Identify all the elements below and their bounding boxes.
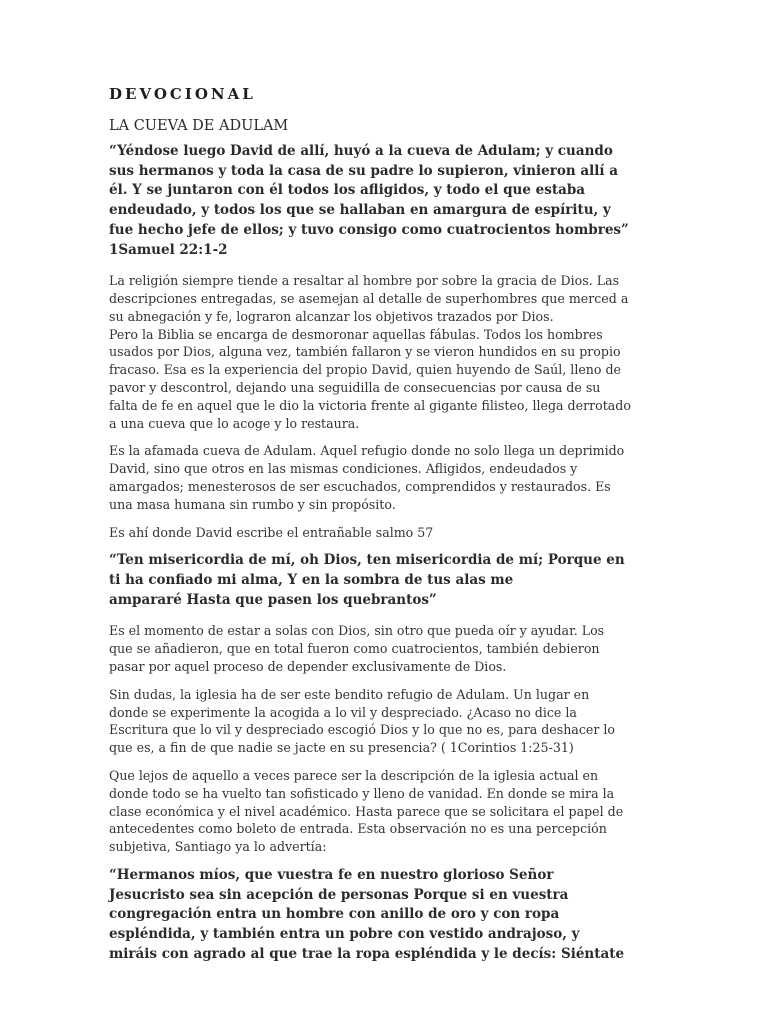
quote-line: él. Y se juntaron con él todos los afligidos, y todo el que estaba xyxy=(109,182,586,199)
text-line: David, sino que otros en las mismas condiciones. Afligidos, endeudados y xyxy=(109,461,578,477)
quote-line: fue hecho jefe de ellos; y tuvo consigo como cuatrocientos hombres” xyxy=(109,221,629,238)
quote-line: sus hermanos y toda la casa de su padre lo supieron, vinieron allí a xyxy=(109,162,618,179)
text-line: usados por Dios, alguna vez, también fallaron y se vieron hundidos en su propio xyxy=(109,344,621,360)
text-line: Es ahí donde David escribe el entrañable salmo 57 xyxy=(109,524,434,540)
quote-line: “Hermanos míos, que vuestra fe en nuestro glorioso Señor xyxy=(109,867,554,884)
quote-line: endeudado, y todos los que se hallaban en amargura de espíritu, y xyxy=(109,202,611,219)
paragraph-church-refuge xyxy=(109,686,659,757)
text-line: fracaso. Esa es la experiencia del propio David, quien huyendo de Saúl, lleno de xyxy=(109,362,622,378)
text-line: falta de fe en aquel que le dio la victoria frente al gigante filisteo, llega derrotado xyxy=(109,397,631,413)
paragraph-church-today xyxy=(109,767,659,856)
text-line: Sin dudas, la iglesia ha de ser este bendito refugio de Adulam. Un lugar en xyxy=(109,686,590,702)
text-line: donde se experimente la acogida a lo vil y despreciado. ¿Acaso no dice la xyxy=(109,704,577,720)
quote-line: “Ten misericordia de mí, oh Dios, ten misericordia de mí; Porque en xyxy=(109,552,625,569)
quote-line: “Yéndose luego David de allí, huyó a la cueva de Adulam; y cuando xyxy=(109,143,613,159)
text-line: que se añadieron, que en total fueron como cuatrocientos, también debieron xyxy=(109,641,600,657)
paragraph-religion xyxy=(109,272,659,432)
text-line: subjetiva, Santiago ya lo advertía: xyxy=(109,839,327,855)
document-page xyxy=(109,82,659,977)
text-line: descripciones entregadas, se asemejan al detalle de superhombres que merced a xyxy=(109,291,629,307)
text-line: Es la afamada cueva de Adulam. Aquel refugio donde no solo llega un deprimido xyxy=(109,443,625,459)
quote-reference: 1Samuel 22:1-2 xyxy=(109,241,228,258)
quote-line: espléndida, y también entra un pobre con vestido andrajoso, y xyxy=(109,926,580,943)
text-line: clase económica y el nivel académico. Hasta parece que se solicitara el papel de xyxy=(109,803,624,819)
text-line: pavor y descontrol, dejando una seguidilla de consecuencias por causa de su xyxy=(109,380,601,395)
quote-line: Jesucristo sea sin acepción de personas Porque si en vuestra xyxy=(109,886,569,903)
text-line: donde todo se ha vuelto tan sofisticado y lleno de vanidad. En donde se mira la xyxy=(109,785,615,801)
text-line: Que lejos de aquello a veces parece ser la descripción de la iglesia actual en xyxy=(109,768,599,784)
text-line: amargados; menesterosos de ser escuchados, comprendidos y restaurados. Es xyxy=(109,478,611,494)
text-line: La religión siempre tiende a resaltar al hombre por sobre la gracia de Dios. Las xyxy=(109,273,620,289)
text-line: Escritura que lo vil y despreciado escogió Dios y lo que no es, para deshacer lo xyxy=(109,722,615,738)
quote-line: miráis con agrado al que trae la ropa espléndida y le decís: Siéntate xyxy=(109,945,625,962)
quote-line: ampararé Hasta que pasen los quebrantos” xyxy=(109,591,437,608)
scripture-quote-psalm xyxy=(109,551,659,610)
text-line: a una cueva que lo acoge y lo restaura. xyxy=(109,415,360,431)
text-line: una masa humana sin rumbo y sin propósito. xyxy=(109,496,396,512)
text-line: Pero la Biblia se encarga de desmoronar aquellas fábulas. Todos los hombres xyxy=(109,326,603,342)
text-line: que es, a fin de que nadie se jacte en su presencia? ( 1Corintios 1:25-31) xyxy=(109,740,574,756)
scripture-quote-samuel xyxy=(109,142,659,260)
quote-line: ti ha confiado mi alma, Y en la sombra de tus alas me xyxy=(109,572,514,589)
section-heading: DEVOCIONAL xyxy=(109,85,256,103)
paragraph-cave xyxy=(109,442,659,513)
paragraph-alone-with-god xyxy=(109,622,659,675)
devotional-title: LA CUEVA DE ADULAM xyxy=(109,118,289,134)
text-line: antecedentes como boleto de entrada. Esta observación no es una percepción xyxy=(109,821,607,837)
text-line: Es el momento de estar a solas con Dios, sin otro que pueda oír y ayudar. Los xyxy=(109,623,605,639)
text-line: su abnegación y fe, lograron alcanzar los objetivos trazados por Dios. xyxy=(109,308,554,324)
quote-line: congregación entra un hombre con anillo de oro y con ropa xyxy=(109,906,560,923)
scripture-quote-santiago xyxy=(109,866,659,965)
paragraph-psalm-intro xyxy=(109,524,659,542)
text-line: pasar por aquel proceso de depender exclusivamente de Dios. xyxy=(109,659,507,675)
